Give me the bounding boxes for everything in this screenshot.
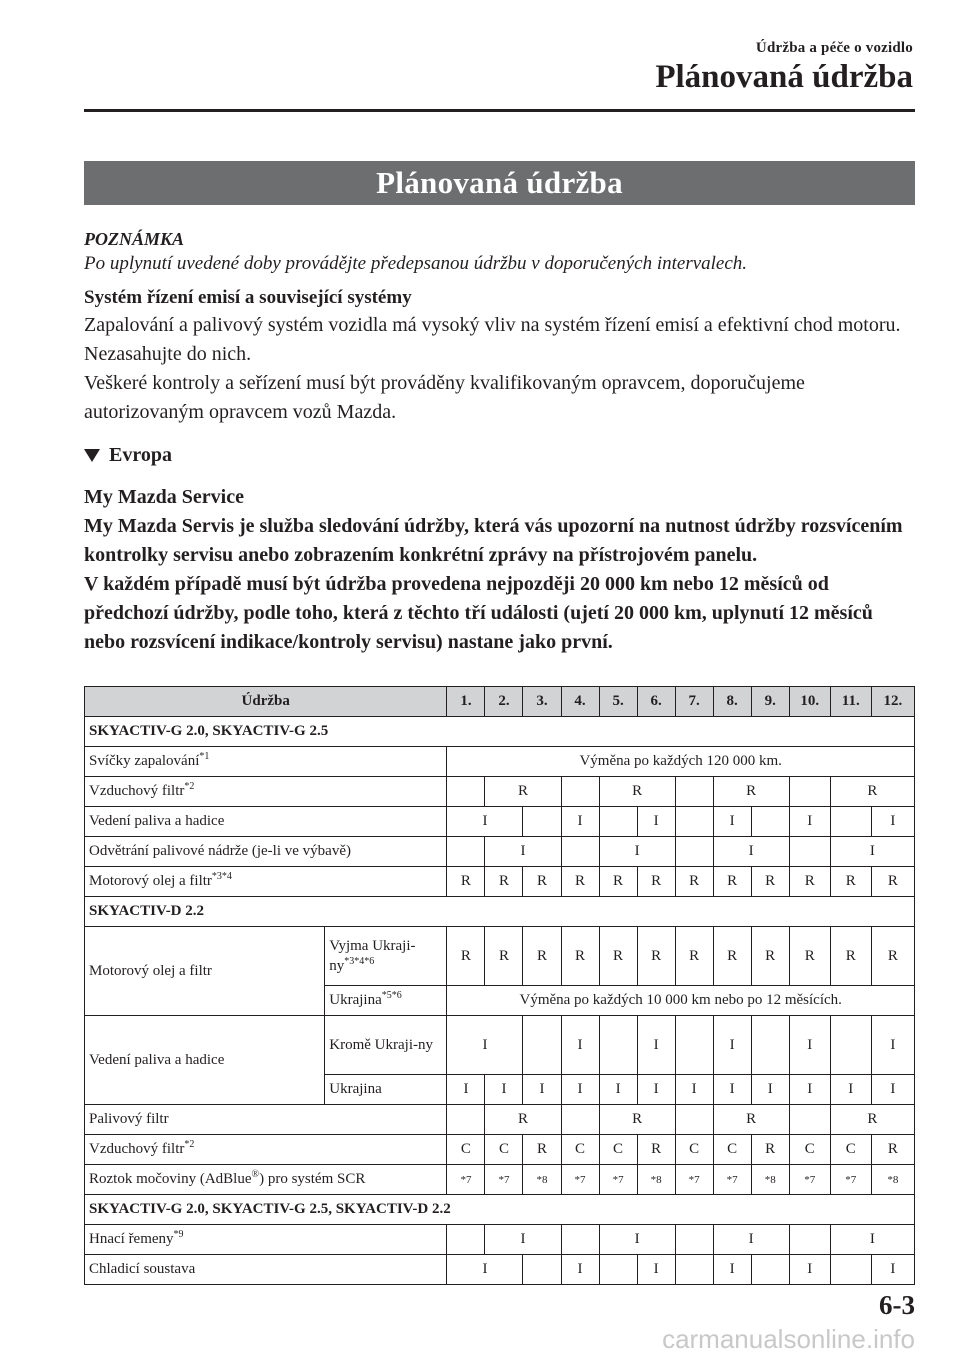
row-label: Vzduchový filtr$^{*2}$ [85,1135,447,1165]
running-header-subtitle: Údržba a péče o vozidlo [755,40,913,56]
cell: *7 [713,1165,751,1195]
span-cell: Výměna po každých 120 000 km. [447,747,915,777]
cell: I [713,1016,751,1075]
group-label: SKYACTIV-G 2.0, SKYACTIV-G 2.5 [85,717,915,747]
cell: R [485,927,523,986]
cell: I [561,1075,599,1105]
cell [523,1016,561,1075]
cell: I [599,837,675,867]
page-number: 6-3 [879,1290,915,1320]
cell [599,807,637,837]
col-header: 4. [561,687,599,717]
cell [447,1105,485,1135]
cell: I [637,1016,675,1075]
cell: R [871,1135,914,1165]
table-group-row [85,717,915,747]
cell: I [485,1225,561,1255]
cell: I [871,1255,914,1285]
col-header: 8. [713,687,751,717]
cell: *7 [561,1165,599,1195]
cell: I [830,1075,871,1105]
cell: I [561,807,599,837]
col-header: 6. [637,687,675,717]
cell: R [871,867,914,897]
cell: I [789,1016,830,1075]
cell: R [830,927,871,986]
cell: I [599,1075,637,1105]
group-label: SKYACTIV-G 2.0, SKYACTIV-G 2.5, SKYACTIV-D 2.2 [85,1195,915,1225]
cell [561,837,599,867]
cell: I [789,1255,830,1285]
cell: R [830,777,914,807]
cell [599,1016,637,1075]
cell [675,1255,713,1285]
table-row [85,1135,915,1165]
cell: R [523,1135,561,1165]
europe-heading [84,441,915,469]
cell: C [447,1135,485,1165]
cell: *7 [447,1165,485,1195]
cell [675,1016,713,1075]
cell: R [789,927,830,986]
cell: *8 [637,1165,675,1195]
cell: R [713,1105,789,1135]
cell [675,807,713,837]
cell: I [447,1075,485,1105]
cell [830,807,871,837]
cell: R [713,867,751,897]
col-header: 1. [447,687,485,717]
cell: I [871,1075,914,1105]
cell: I [599,1225,675,1255]
span-cell: Výměna po každých 10 000 km nebo po 12 měsících. [447,986,915,1016]
cell: I [713,837,789,867]
col-header: 7. [675,687,713,717]
emissions-title: Systém řízení emisí a související systémy [84,287,412,308]
cell: R [561,867,599,897]
cell: I [789,807,830,837]
cell [675,1105,713,1135]
cell [675,1225,713,1255]
cell [789,1225,830,1255]
cell: I [713,1255,751,1285]
service-para-1: My Mazda Servis je služba sledování údržby, která vás upozorní na nutnost údržby rozsvícením kontrolky servisu anebo zobrazením konkrétní zprávy na přístrojovém panelu. [84,515,903,566]
cell: R [599,867,637,897]
cell: *7 [599,1165,637,1195]
triangle-bullet-icon [84,449,100,462]
row-label: Hnací řemeny$^{*9}$ [85,1225,447,1255]
cell: R [485,1105,561,1135]
cell: R [447,867,485,897]
table-group-row [85,1195,915,1225]
table-row [85,807,915,837]
table-row [85,1165,915,1195]
cell: R [637,1135,675,1165]
cell: I [830,1225,914,1255]
maintenance-table [84,686,915,1285]
cell: I [871,807,914,837]
cell [599,1255,637,1285]
cell: R [599,1105,675,1135]
sub-label: Kromě Ukraji-ny [325,1016,447,1075]
cell: I [637,807,675,837]
cell: I [447,1255,523,1285]
cell: *7 [789,1165,830,1195]
cell: I [447,807,523,837]
cell: R [789,867,830,897]
note-text: Po uplynutí uvedené doby provádějte předepsanou údržbu v doporučených intervalech. [84,253,748,274]
header-rule [84,109,915,112]
content [84,227,915,657]
cell: R [675,927,713,986]
cell: I [637,1255,675,1285]
cell [561,777,599,807]
table-header-label: Údržba [85,687,447,717]
cell [789,1105,830,1135]
table-row [85,1255,915,1285]
cell: I [751,1075,789,1105]
emissions-para-1: Zapalování a palivový systém vozidla má vysoký vliv na systém řízení emisí a efektivní chod motoru. Nezasahujte do nich. [84,314,901,365]
table-row [85,777,915,807]
cell: I [561,1255,599,1285]
sub-label: Ukrajina$^{*5*6}$ [325,986,447,1016]
row-label: Roztok močoviny (AdBlue®) pro systém SCR [85,1165,447,1195]
cell: *7 [675,1165,713,1195]
cell [523,1255,561,1285]
cell: I [447,1016,523,1075]
cell: I [485,837,561,867]
cell: R [523,867,561,897]
table-row [85,747,915,777]
running-header [655,40,913,96]
table-row [85,837,915,867]
cell: R [830,1105,914,1135]
cell: C [830,1135,871,1165]
section-banner: Plánovaná údržba [84,161,915,205]
cell: C [713,1135,751,1165]
row-label: Chladicí soustava [85,1255,447,1285]
cell: R [599,927,637,986]
cell: R [751,867,789,897]
note-label: POZNÁMKA [84,229,185,249]
sub-label: Vyjma Ukraji-$ny^{*3*4*6}$ [325,927,447,986]
cell: R [713,777,789,807]
cell [447,837,485,867]
cell [561,1105,599,1135]
cell [561,1225,599,1255]
cell: I [713,1075,751,1105]
cell: R [871,927,914,986]
cell: *7 [485,1165,523,1195]
cell: C [485,1135,523,1165]
cell [675,837,713,867]
cell: I [713,1225,789,1255]
cell: R [599,777,675,807]
row-label: Palivový filtr [85,1105,447,1135]
cell: R [485,777,561,807]
row-label: Vedení paliva a hadice [85,1016,325,1105]
cell: C [599,1135,637,1165]
cell [830,1016,871,1075]
emissions-para-2: Veškeré kontroly a seřízení musí být prováděny kvalifikovaným opravcem, doporučujeme autorizovaným opravcem vozů Mazda. [84,372,805,423]
table-row [85,927,915,986]
cell: C [561,1135,599,1165]
row-label: Vzduchový filtr$^{*2}$ [85,777,447,807]
cell: *8 [871,1165,914,1195]
watermark: carmanualsonline.info [662,1324,915,1354]
running-header-title: Plánovaná údržba [655,59,913,95]
table-row [85,1225,915,1255]
cell: C [675,1135,713,1165]
cell: *7 [830,1165,871,1195]
col-header: 10. [789,687,830,717]
cell [447,777,485,807]
cell: C [789,1135,830,1165]
europe-heading-text: Evropa [109,444,172,466]
cell [751,807,789,837]
cell: R [447,927,485,986]
col-header: 3. [523,687,561,717]
cell: I [637,1075,675,1105]
table-row [85,867,915,897]
cell: R [751,1135,789,1165]
cell [523,807,561,837]
cell: R [637,927,675,986]
cell: R [485,867,523,897]
cell: I [561,1016,599,1075]
col-header: 12. [871,687,914,717]
cell: R [713,927,751,986]
table-header-row [85,687,915,717]
cell: R [561,927,599,986]
row-label: Svíčky zapalování$^{*1}$ [85,747,447,777]
cell [447,1225,485,1255]
cell: I [713,807,751,837]
cell: I [523,1075,561,1105]
col-header: 9. [751,687,789,717]
service-para-2: V každém případě musí být údržba provedena nejpozději 20 000 km nebo 12 měsíců od předchozí údržby, podle toho, která z těchto tří události (ujetí 20 000 km, uplynutí 12 měsíců nebo rozsvícení indikace/kontroly servisu) nastane jako první. [84,573,873,653]
sub-label: Ukrajina [325,1075,447,1105]
table-row [85,1016,915,1075]
cell: *8 [751,1165,789,1195]
cell: R [751,927,789,986]
cell: I [485,1075,523,1105]
cell [751,1016,789,1075]
cell: R [675,867,713,897]
cell [751,1255,789,1285]
cell: I [675,1075,713,1105]
cell [789,837,830,867]
row-label: Odvětrání palivové nádrže (je-li ve výbavě) [85,837,447,867]
cell: *8 [523,1165,561,1195]
col-header: 11. [830,687,871,717]
cell: I [789,1075,830,1105]
cell: R [830,867,871,897]
cell [789,777,830,807]
cell: I [871,1016,914,1075]
cell [830,1255,871,1285]
col-header: 2. [485,687,523,717]
cell: R [637,867,675,897]
table-group-row [85,897,915,927]
col-header: 5. [599,687,637,717]
row-label: Motorový olej a filtr$^{*3*4}$ [85,867,447,897]
group-label: SKYACTIV-D 2.2 [85,897,915,927]
row-label: Vedení paliva a hadice [85,807,447,837]
cell: R [523,927,561,986]
service-title: My Mazda Service [84,486,244,508]
cell: I [830,837,914,867]
table-row [85,1105,915,1135]
row-label: Motorový olej a filtr [85,927,325,1016]
cell [675,777,713,807]
